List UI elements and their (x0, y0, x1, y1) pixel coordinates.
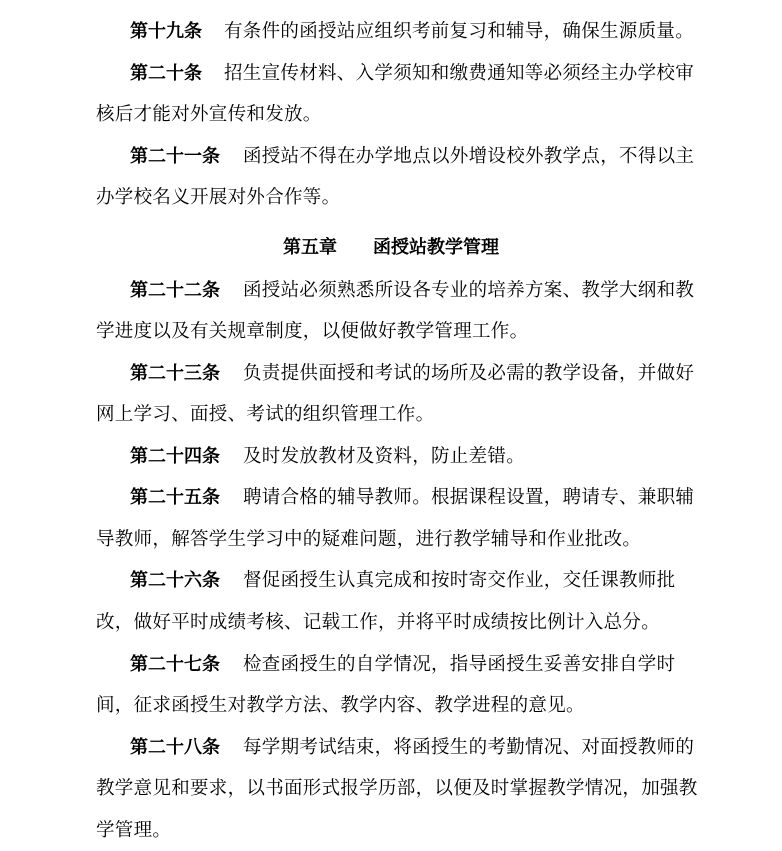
article-text: 函授站必须熟悉所设各专业的培养方案、教学大纲和教 (243, 280, 695, 301)
article-text: 负责提供面授和考试的场所及必需的教学设备，并做好 (243, 363, 695, 384)
article-text: 有条件的函授站应组织考前复习和辅导，确保生源质量。 (224, 21, 695, 42)
article-text: 聘请合格的辅导教师。根据课程设置，聘请专、兼职辅 (243, 487, 695, 508)
article-text: 及时发放教材及资料，防止差错。 (243, 446, 526, 467)
article-text-continuation: 办学校名义开展对外合作等。 (96, 187, 341, 208)
article-text-continuation: 改，做好平时成绩考核、记载工作，并将平时成绩按比例计入总分。 (96, 612, 661, 633)
article-text-continuation: 学进度以及有关规章制度，以便做好教学管理工作。 (96, 321, 529, 342)
article-text-continuation: 核后才能对外宣传和发放。 (96, 104, 322, 125)
article-text-continuation: 网上学习、面授、考试的组织管理工作。 (96, 404, 435, 425)
article-label: 第二十七条 (130, 654, 220, 675)
article-label: 第二十二条 (130, 280, 220, 301)
article-text-continuation: 教学意见和要求，以书面形式报学历部，以便及时掌握教学情况，加强教 (96, 778, 698, 799)
article-label: 第十九条 (130, 21, 202, 42)
article-text-continuation: 导教师，解答学生学习中的疑难问题，进行教学辅导和作业批改。 (96, 529, 642, 550)
article-text: 招生宣传材料、入学须知和缴费通知等必须经主办学校审 (224, 63, 695, 84)
article-text-continuation: 学管理。 (96, 820, 172, 841)
article-text: 督促函授生认真完成和按时寄交作业，交任课教师批 (243, 570, 676, 591)
article-label: 第二十三条 (130, 363, 220, 384)
article-text: 函授站不得在办学地点以外增设校外教学点，不得以主 (243, 146, 695, 167)
article-text-continuation: 间，征求函授生对教学方法、教学内容、教学进程的意见。 (96, 695, 585, 716)
article-text: 每学期考试结束，将函授生的考勤情况、对面授教师的 (243, 737, 695, 758)
article-label: 第二十四条 (130, 446, 220, 467)
chapter-title: 函授站教学管理 (373, 237, 499, 258)
chapter-heading (0, 228, 782, 268)
article-label: 第二十一条 (130, 146, 220, 167)
article-text: 检查函授生的自学情况，指导函授生妥善安排自学时 (243, 654, 676, 675)
article-label: 第二十八条 (130, 737, 220, 758)
chapter-number: 第五章 (283, 237, 337, 258)
article-label: 第二十五条 (130, 487, 220, 508)
article-label: 第二十条 (130, 63, 202, 84)
article-label: 第二十六条 (130, 570, 220, 591)
